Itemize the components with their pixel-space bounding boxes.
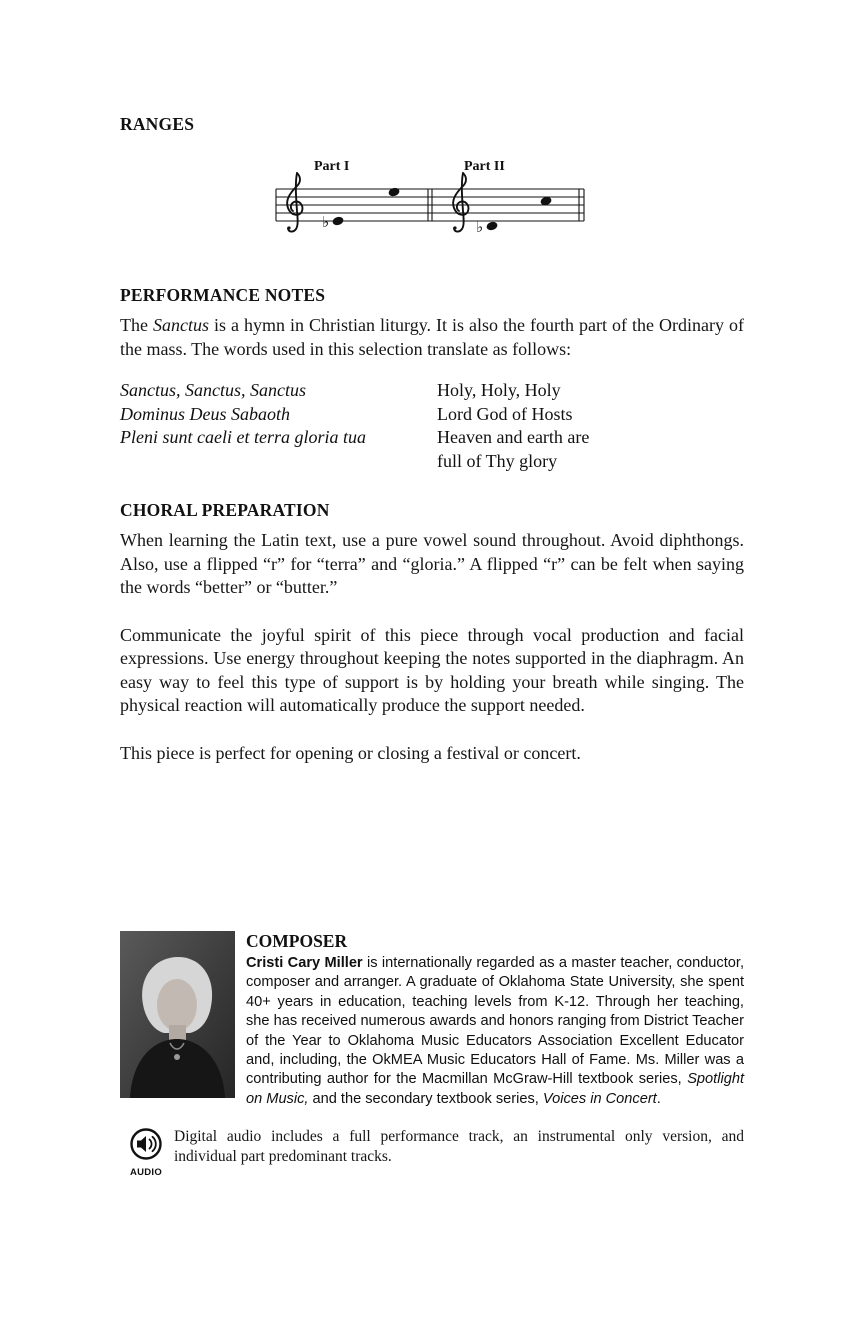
book-title: Voices in Concert bbox=[542, 1090, 657, 1107]
latin-text: Pleni sunt caeli et terra gloria tua bbox=[120, 427, 366, 447]
latin-text: Sanctus, Sanctus, Sanctus bbox=[120, 380, 306, 400]
ranges-staff bbox=[270, 159, 590, 245]
choral-paragraph-1: When learning the Latin text, use a pure vowel sound throughout. Avoid diphthongs. Also, use a flipped “r” for “terra” and “gloria.” A flipped “r” can be felt when saying the words “better” or “butter.” bbox=[120, 530, 744, 597]
latin-text bbox=[120, 450, 437, 474]
treble-clef-icon bbox=[287, 173, 302, 232]
text-segment: is internationally regarded as a master teacher, conductor, composer and arranger. A graduate of Oklahoma State University, she spent 40+ years in education, teaching levels from K-12. Through her teaching, she has received numerous awards and honors ranging from District Teacher of the Year to Oklahoma Music Educators Association Excellent Educator and, including, the OkMEA Music Educators Hall of Fame. Ms. Miller was a contributing author for the Macmillan McGraw-Hill textbook series, bbox=[246, 955, 745, 1088]
text-segment: and the secondary textbook series, bbox=[308, 1090, 543, 1107]
translation-row bbox=[120, 426, 744, 450]
flat-sign-icon: ♭ bbox=[476, 218, 484, 236]
translation-row bbox=[120, 403, 744, 427]
composer-portrait-image bbox=[120, 931, 235, 1098]
audio-speaker-icon bbox=[129, 1127, 163, 1161]
flat-sign-icon: ♭ bbox=[322, 213, 330, 231]
part2-label: Part II bbox=[464, 159, 505, 174]
sanctus-italic: Sanctus bbox=[153, 315, 209, 335]
book-title: Spotlight on Music, bbox=[246, 1071, 744, 1107]
text-segment: The bbox=[120, 315, 153, 335]
composer-name: Cristi Cary Miller bbox=[246, 955, 363, 971]
translation-table bbox=[120, 379, 744, 473]
choral-paragraph-2: Communicate the joyful spirit of this piece through vocal production and facial expressions. Use energy throughout keeping the notes supported in the diaphragm. An easy way to feel this type of support is by holding your breath while singing. The physical reaction will automatically produce the support needed. bbox=[120, 624, 744, 715]
music-staff-icon bbox=[270, 167, 590, 243]
treble-clef-icon bbox=[453, 173, 468, 232]
english-text: Holy, Holy, Holy bbox=[437, 380, 561, 400]
ranges-heading: RANGES bbox=[120, 114, 195, 134]
english-text: Lord God of Hosts bbox=[437, 403, 573, 424]
composer-photo bbox=[120, 931, 235, 1098]
note-head-icon bbox=[388, 186, 401, 197]
note-head-icon bbox=[486, 220, 499, 231]
note-head-icon bbox=[332, 215, 345, 226]
translation-row bbox=[120, 450, 744, 474]
part1-label: Part I bbox=[314, 159, 350, 174]
translation-row bbox=[120, 379, 744, 403]
choral-paragraph-3: This piece is perfect for opening or closing a festival or concert. bbox=[120, 742, 581, 763]
latin-text: Dominus Deus Sabaoth bbox=[120, 403, 290, 424]
audio-badge bbox=[124, 1127, 168, 1178]
text-segment: is a hymn in Christian liturgy. It is also the fourth part of the Ordinary of the mass. The words used in this selection translate as follows: bbox=[120, 315, 745, 359]
composer-section bbox=[120, 931, 744, 1109]
english-text: full of Thy glory bbox=[437, 450, 558, 471]
composer-heading: COMPOSER bbox=[246, 931, 348, 951]
text-segment: . bbox=[656, 1090, 661, 1107]
performance-notes-heading: PERFORMANCE NOTES bbox=[120, 285, 326, 305]
audio-label: AUDIO bbox=[129, 1167, 163, 1179]
audio-note-text: Digital audio includes a full performance track, an instrumental only version, and individual part predominant tracks. bbox=[174, 1128, 744, 1165]
composer-bio bbox=[246, 954, 744, 1109]
face-shape bbox=[157, 979, 197, 1031]
performance-intro-paragraph bbox=[120, 314, 744, 361]
audio-section bbox=[120, 1127, 744, 1178]
choral-preparation-heading: CHORAL PREPARATION bbox=[120, 500, 330, 520]
neck-shape bbox=[169, 1025, 186, 1041]
composer-text-column bbox=[246, 931, 744, 1109]
english-text: Heaven and earth are bbox=[437, 427, 590, 447]
